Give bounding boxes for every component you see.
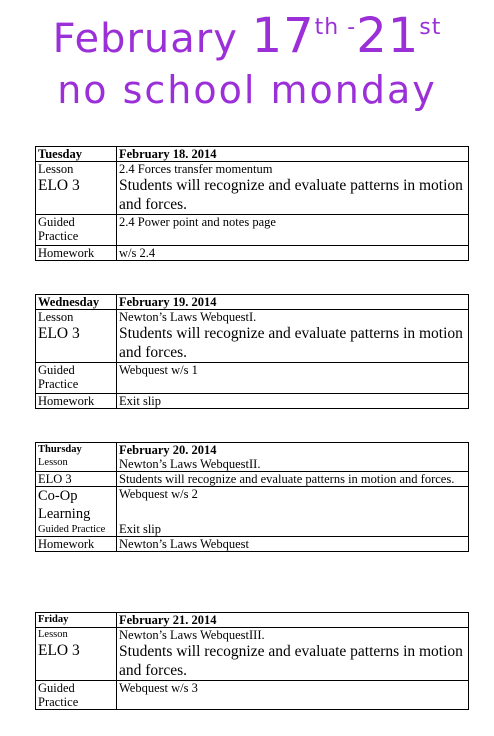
row-content — [117, 628, 469, 681]
table-row — [36, 628, 469, 681]
guided-label: Guided Practice — [38, 524, 106, 535]
row-label — [36, 310, 117, 363]
lesson-label: Lesson — [38, 162, 74, 176]
guided-label: Guided Practice — [36, 215, 117, 246]
title-end-suffix: st — [419, 15, 442, 40]
table-row — [36, 681, 469, 710]
elo-label: ELO 3 — [38, 642, 80, 659]
guided-label: Guided Practice — [36, 681, 117, 710]
title-start-day: 17 — [251, 8, 315, 64]
row-content — [117, 310, 469, 363]
table-row — [36, 363, 469, 394]
title-month: February — [52, 16, 252, 62]
row-content — [117, 487, 469, 537]
table-row — [36, 487, 469, 537]
table-row — [36, 443, 469, 472]
table-row — [36, 295, 469, 310]
elo-text: Students will recognize and evaluate patterns in motion and forces. — [117, 472, 469, 487]
day-table-tuesday — [35, 146, 469, 261]
lesson-label: Lesson — [38, 629, 68, 640]
table-row — [36, 537, 469, 552]
day-name: Wednesday — [36, 295, 117, 310]
table-row — [36, 394, 469, 409]
day-name — [36, 613, 117, 628]
elo-text: Students will recognize and evaluate patterns in motion and forces. — [119, 643, 463, 679]
day-name — [36, 443, 117, 472]
guided-text: 2.4 Power point and notes page — [117, 215, 469, 246]
homework-label: Homework — [36, 537, 117, 552]
day-date: February 18. 2014 — [117, 147, 469, 162]
row-label — [36, 487, 117, 537]
guided-text: Webquest w/s 1 — [117, 363, 469, 394]
elo-text: Students will recognize and evaluate patterns in motion and forces. — [119, 325, 463, 361]
table-row — [36, 310, 469, 363]
row-label — [36, 628, 117, 681]
lesson-text: Newton’s Laws WebquestI. — [119, 310, 257, 324]
lesson-text: Newton’s Laws WebquestIII. — [119, 628, 265, 642]
title-start-suffix: th - — [314, 15, 357, 40]
elo-label: ELO 3 — [36, 472, 117, 487]
homework-text: Newton’s Laws Webquest — [117, 537, 469, 552]
lesson-text: Newton’s Laws WebquestII. — [119, 457, 261, 471]
day-date: February 21. 2014 — [117, 613, 469, 628]
coop-text: Webquest w/s 2 — [119, 487, 198, 501]
page-subtitle: no school monday — [57, 68, 437, 112]
day-date: February 19. 2014 — [117, 295, 469, 310]
table-row — [36, 147, 469, 162]
guided-text: Exit slip — [119, 522, 162, 536]
homework-text: w/s 2.4 — [117, 246, 469, 261]
day-table-friday — [35, 612, 469, 710]
lesson-text: 2.4 Forces transfer momentum — [119, 162, 273, 176]
day-date-text: February 20. 2014 — [119, 443, 217, 457]
row-content — [117, 162, 469, 215]
page-title — [0, 0, 494, 64]
table-row — [36, 472, 469, 487]
day-table-wednesday — [35, 294, 469, 409]
guided-label: Guided Practice — [36, 363, 117, 394]
day-date — [117, 443, 469, 472]
table-row — [36, 613, 469, 628]
lesson-label: Lesson — [38, 457, 68, 468]
homework-label: Homework — [36, 394, 117, 409]
elo-label: ELO 3 — [38, 177, 80, 194]
elo-label: ELO 3 — [38, 325, 80, 342]
day-name: Tuesday — [36, 147, 117, 162]
day-name-text: Thursday — [38, 444, 82, 455]
homework-label: Homework — [36, 246, 117, 261]
day-table-thursday — [35, 442, 469, 552]
table-row — [36, 215, 469, 246]
homework-text: Exit slip — [117, 394, 469, 409]
row-label — [36, 162, 117, 215]
day-name-text: Friday — [38, 614, 69, 625]
table-row — [36, 162, 469, 215]
guided-text: Webquest w/s 3 — [117, 681, 469, 710]
elo-text: Students will recognize and evaluate patterns in motion and forces. — [119, 177, 463, 213]
coop-label: Co-Op Learning — [38, 488, 91, 522]
lesson-label: Lesson — [38, 310, 74, 324]
title-end-day: 21 — [356, 8, 420, 64]
table-row — [36, 246, 469, 261]
